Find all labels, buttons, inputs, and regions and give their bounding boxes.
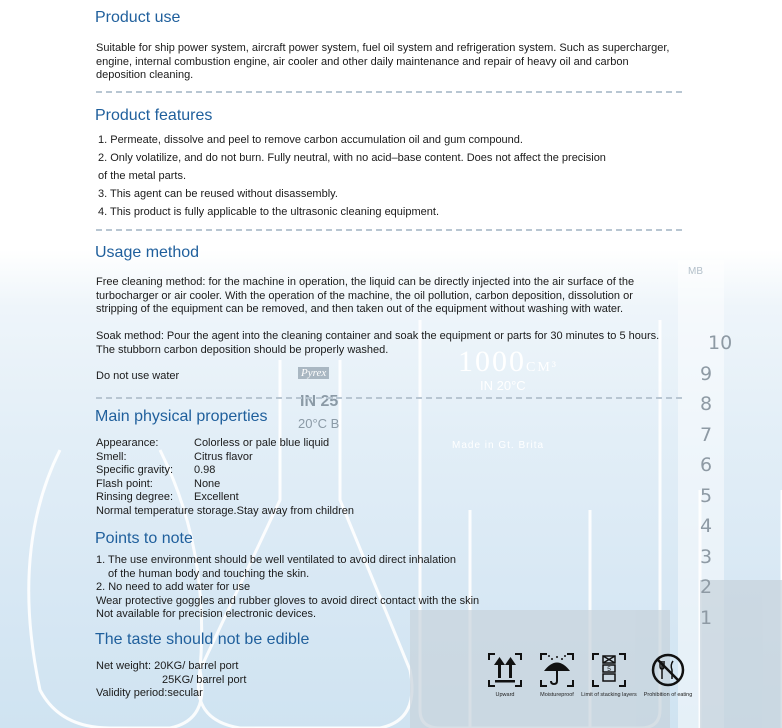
note-line: Not available for precision electronic devices. (96, 608, 317, 621)
beaker-made-label: Made in Gt. Brita (452, 440, 545, 451)
note-line: 1. The use environment should be well ventilated to avoid direct inhalation (96, 554, 456, 566)
net-weight-value: 20KG/ barrel port (154, 660, 239, 672)
umbrella-icon (537, 650, 577, 690)
points-to-note-heading: Points to note (95, 530, 193, 547)
cylinder-scale-number: 2 (700, 576, 713, 598)
feature-item: 3. This agent can be reused without disassembly. (98, 188, 338, 200)
net-weight-block (96, 660, 246, 701)
physical-properties-table (96, 437, 354, 519)
usage-method-heading: Usage method (95, 244, 200, 261)
cylinder-scale-number: 8 (700, 393, 713, 415)
cylinder-scale-number: 9 (700, 362, 713, 385)
note-line: Wear protective goggles and rubber gloves to avoid direct contact with the skin (96, 594, 480, 607)
storage-note: Normal temperature storage.Stay away from children (96, 504, 354, 517)
product-features-heading: Product features (95, 107, 213, 124)
feature-item: of the metal parts. (98, 170, 187, 182)
property-row (96, 451, 354, 465)
section-divider (96, 229, 682, 231)
package-icon-moistureproof (527, 650, 587, 698)
beaker-volume-number: 1000 (458, 345, 526, 378)
beaker-volume-unit: CM³ (526, 360, 558, 375)
note-line: 2. No need to add water for use (96, 581, 251, 594)
points-to-note-list (96, 554, 479, 622)
cylinder-top-label: MB (688, 266, 703, 277)
cylinder-scale-number: 5 (700, 484, 713, 507)
flask-b-label: 20°C B (298, 416, 340, 431)
product-use-heading: Product use (95, 9, 181, 26)
property-key: Appearance: (96, 437, 159, 449)
package-icon-caption: Moistureproof (540, 692, 574, 698)
property-row (96, 437, 354, 451)
cylinder-scale-number: 10 (708, 332, 733, 354)
section-divider (96, 91, 682, 93)
package-icon-caption: Limit of stacking layers (581, 692, 637, 698)
section-divider (96, 397, 682, 399)
physical-properties-heading: Main physical properties (95, 408, 268, 425)
property-key: Smell: (96, 450, 127, 463)
product-features-list (98, 131, 606, 221)
net-weight-line (96, 660, 246, 674)
property-value: None (194, 477, 221, 490)
soak-method-text: Soak method: Pour the agent into the cleaning container and soak the equipment or parts for 30 minutes to 5 hours. The stubborn carbon deposition should be properly washed. (96, 330, 660, 356)
property-value: Excellent (194, 491, 239, 504)
property-value: Citrus flavor (194, 450, 253, 463)
stacking-limit-icon (589, 650, 629, 690)
feature-item: 4. This product is fully applicable to the ultrasonic cleaning equipment. (98, 206, 439, 218)
taste-warning-heading: The taste should not be edible (95, 631, 310, 648)
validity-period: Validity period:secular (96, 687, 203, 700)
free-cleaning-text: Free cleaning method: for the machine in operation, the liquid can be directly injected into the air surface of the turbocharger or air cooler. With the operation of the machine, the oil pollution, carbon deposition, dissolution or stripping of the equipment can be removed, and then taken out of the equipment without washing with water. (96, 276, 635, 315)
upward-arrows-icon (485, 650, 525, 690)
cylinder-scale-number: 1 (700, 606, 713, 629)
property-value: 0.98 (194, 464, 216, 477)
cylinder-scale-number: 7 (700, 423, 713, 446)
cylinder-scale-number: 6 (700, 454, 713, 476)
stacking-limit-number: 5 (607, 666, 611, 673)
cylinder-scale-number: 3 (700, 545, 713, 568)
cylinder-scale-number: 4 (700, 515, 713, 537)
property-key: Rinsing degree: (96, 491, 174, 504)
flask-brand-label: Pyrex (298, 367, 329, 379)
no-water-text: Do not use water (96, 370, 180, 382)
feature-item: 1. Permeate, dissolve and peel to remove carbon accumulation oil and gum compound. (98, 134, 523, 146)
property-row (96, 464, 354, 478)
package-icon-stacking (579, 650, 639, 698)
note-line: of the human body and touching the skin. (108, 567, 310, 580)
product-use-text: Suitable for ship power system, aircraft power system, fuel oil system and refrigeration system. Such as supercharger, engine, internal combustion engine, air cooler and other daily maintenance and repair of heavy oil and carbon deposition cleaning. (96, 42, 670, 81)
feature-item: 2. Only volatilize, and do not burn. Fully neutral, with no acid–base content. Does not affect the precision (98, 152, 606, 164)
package-icon-no-eating (638, 650, 698, 698)
property-value: Colorless or pale blue liquid (194, 437, 330, 449)
flask-temp-label: IN 25 (300, 393, 339, 410)
net-weight-value-2: 25KG/ barrel port (162, 673, 247, 686)
property-key: Specific gravity: (96, 464, 174, 477)
package-icon-caption: Prohibition of eating (643, 692, 693, 698)
no-eating-icon (648, 650, 688, 690)
beaker-temp-label: IN 20°C (480, 378, 526, 393)
property-key: Flash point: (96, 477, 153, 490)
package-icon-caption: Upward (495, 692, 515, 698)
package-icon-upward (475, 650, 535, 698)
net-weight-label: Net weight: (96, 660, 152, 672)
property-row (96, 478, 354, 492)
property-row (96, 491, 354, 505)
